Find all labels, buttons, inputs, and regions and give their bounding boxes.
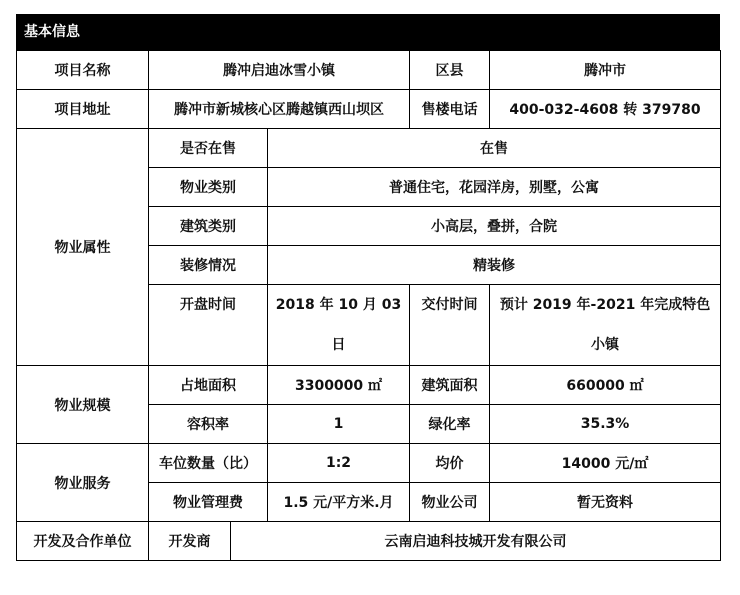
row-project-name	[17, 51, 721, 90]
sales-phone-value: 400-032-4608 转 379780	[490, 90, 721, 129]
building-area-label: 建筑面积	[410, 366, 490, 405]
row-land-area	[17, 366, 721, 405]
info-table	[16, 50, 721, 561]
opening-time-label: 开盘时间	[149, 285, 268, 366]
address-label: 项目地址	[17, 90, 149, 129]
building-area-value: 660000 ㎡	[490, 366, 721, 405]
delivery-time-value: 预计 2019 年-2021 年完成特色小镇	[490, 285, 721, 366]
project-name-value: 腾冲启迪冰雪小镇	[149, 51, 410, 90]
plot-ratio-label: 容积率	[149, 405, 268, 444]
address-value: 腾冲市新城核心区腾越镇西山坝区	[149, 90, 410, 129]
green-rate-label: 绿化率	[410, 405, 490, 444]
section-header: 基本信息	[16, 14, 720, 50]
building-type-value: 小高层，叠拼，合院	[268, 207, 721, 246]
decoration-label: 装修情况	[149, 246, 268, 285]
developer-label: 开发商	[149, 522, 231, 561]
mgmt-company-label: 物业公司	[410, 483, 490, 522]
property-service-label: 物业服务	[17, 444, 149, 522]
mgmt-fee-label: 物业管理费	[149, 483, 268, 522]
parking-value: 1:2	[268, 444, 410, 483]
info-table-wrapper	[16, 14, 720, 561]
property-attr-label: 物业属性	[17, 129, 149, 366]
property-type-label: 物业类别	[149, 168, 268, 207]
row-developer	[17, 522, 721, 561]
plot-ratio-value: 1	[268, 405, 410, 444]
building-type-label: 建筑类别	[149, 207, 268, 246]
avg-price-value: 14000 元/㎡	[490, 444, 721, 483]
green-rate-value: 35.3%	[490, 405, 721, 444]
mgmt-company-value: 暂无资料	[490, 483, 721, 522]
developer-value: 云南启迪科技城开发有限公司	[231, 522, 721, 561]
district-label: 区县	[410, 51, 490, 90]
parking-label: 车位数量（比）	[149, 444, 268, 483]
developer-section-label: 开发及合作单位	[17, 522, 149, 561]
avg-price-label: 均价	[410, 444, 490, 483]
row-address	[17, 90, 721, 129]
mgmt-fee-value: 1.5 元/平方米.月	[268, 483, 410, 522]
sales-phone-label: 售楼电话	[410, 90, 490, 129]
land-area-value: 3300000 ㎡	[268, 366, 410, 405]
row-on-sale	[17, 129, 721, 168]
on-sale-value: 在售	[268, 129, 721, 168]
row-parking	[17, 444, 721, 483]
district-value: 腾冲市	[490, 51, 721, 90]
decoration-value: 精装修	[268, 246, 721, 285]
delivery-time-label: 交付时间	[410, 285, 490, 366]
land-area-label: 占地面积	[149, 366, 268, 405]
opening-time-value: 2018 年 10 月 03 日	[268, 285, 410, 366]
project-name-label: 项目名称	[17, 51, 149, 90]
on-sale-label: 是否在售	[149, 129, 268, 168]
property-scale-label: 物业规模	[17, 366, 149, 444]
property-type-value: 普通住宅，花园洋房，别墅，公寓	[268, 168, 721, 207]
